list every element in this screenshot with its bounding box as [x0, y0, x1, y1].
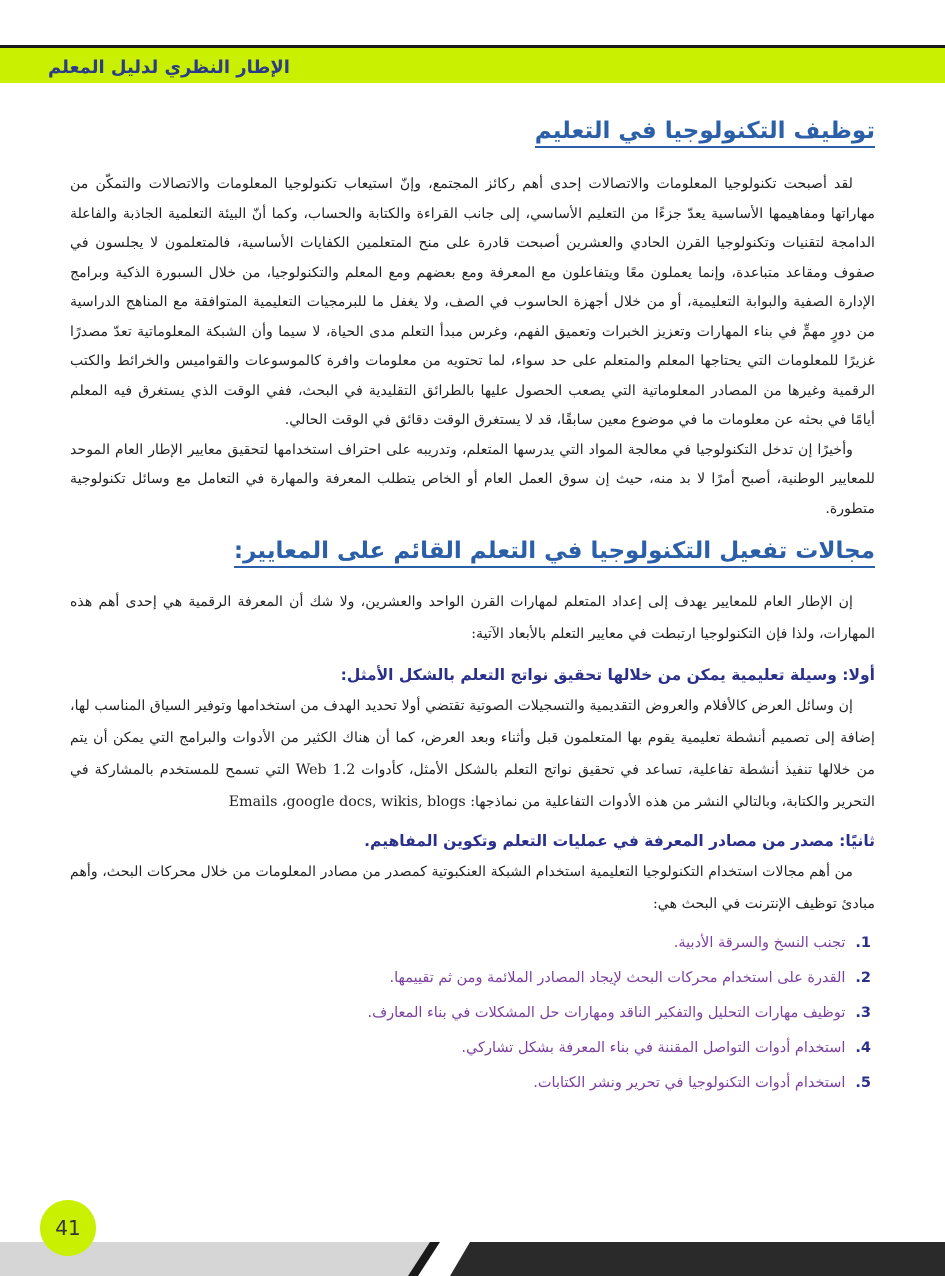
list-item-number: 2. [855, 970, 871, 986]
list-item-text: توظيف مهارات التحليل والتفكير الناقد ومهارات حل المشكلات في بناء المعارف. [367, 1005, 846, 1021]
principles-list [70, 926, 875, 1101]
section-title-technology-in-education: توظيف التكنولوجيا في التعليم [535, 118, 875, 148]
list-item-number: 5. [855, 1075, 871, 1091]
header-bar [0, 45, 945, 83]
paragraph: من أهم مجالات استخدام التكنولوجيا التعليمية استخدام الشبكة العنكبوتية كمصدر من مصادر المعلومات من خلال محركات البحث، وأهم مبادئ توظيف الإنترنت في البحث هي: [70, 864, 875, 912]
paragraph: وأخيرًا إن تدخل التكنولوجيا في معالجة المواد التي يدرسها المتعلم، وتدريبه على احتراف استخدامها لتحقيق معايير الإطار العام الموحد للمعايير الوطنية، أصبح أمرًا لا بد منه، حيث إن سوق العمل العام أو الخاص يتطلب المعرفة والمهارة في التعامل مع وسائل تكنولوجية متطورة. [70, 441, 875, 517]
list-item-text: استخدام أدوات التكنولوجيا في تحرير ونشر الكتابات. [533, 1075, 846, 1091]
list-item [70, 996, 871, 1031]
page-content [70, 118, 875, 1101]
paragraph: إن الإطار العام للمعايير يهدف إلى إعداد المتعلم لمهارات القرن الواحد والعشرين، ولا شك أن المعرفة الرقمية هي إحدى أهم هذه المهارات، ولذا فإن التكنولوجيا ارتبطت في معايير التعلم بالأبعاد الآتية: [70, 594, 875, 642]
list-item-number: 4. [855, 1040, 871, 1056]
header-title: الإطار النظري لدليل المعلم [48, 57, 290, 78]
paragraph: لقد أصبحت تكنولوجيا المعلومات والاتصالات إحدى أهم ركائز المجتمع، وإنّ استيعاب تكنولوجيا المعلومات والاتصالات والتمكّن من مهاراتها ومفاهيمها الأساسية يعدّ جزءًا من التعليم الأساسي، إلى جانب القراءة والكتابة والحساب، وكما أنّ البيئة التعلمية الجاذبة والفاعلة الدامجة لتقنيات وتكنولوجيا القرن الحادي والعشرين أصبحت قادرة على منح المتعلمين الكفايات الأساسية، فالمتعلمون لا يجلسون في صفوف ومقاعد متباعدة، وإنما يعملون معًا ويتفاعلون مع المعرفة ومع بعضهم ومع المعلم والتكنولوجيا، من خلال السبورة الذكية وبرامج الإدارة الصفية والبوابة التعليمية، أو من خلال أجهزة الحاسوب في الصف، ولا يغفل ما للبرمجيات التعليمية المتوافقة مع المناهج الدراسية من دورٍ مهمٍّ في بناء المهارات وتعزيز الخبرات وتعميق الفهم، وغرس مبدأ التعلم مدى الحياة، لا سيما وأن الشبكة المعلوماتية تعدّ مصدرًا غزيرًا للمعلومات التي يحتاجها المعلم والمتعلم على حد سواء، لما تحتويه من معلومات وافرة كالموسوعات والقواميس والخرائط والكتب الرقمية وغيرها من المصادر المعلوماتية التي يصعب الحصول عليها بالطرائق التقليدية في البحث، ففي الوقت الذي يستغرق فيه المعلم أيامًا في بحثه عن معلومات ما في موضوع معين سابقًا، قد لا يستغرق الوقت دقائق في الوقت الحالي. [70, 176, 875, 428]
list-item [70, 1031, 871, 1066]
subsection-title-first: أولا: وسيلة تعليمية يمكن من خلالها تحقيق نواتج التعلم بالشكل الأمثل: [340, 666, 875, 684]
list-item-text: القدرة على استخدام محركات البحث لإيجاد المصادر الملائمة ومن ثم تقييمها. [389, 970, 846, 986]
list-item [70, 926, 871, 961]
list-item [70, 1066, 871, 1101]
list-item-number: 3. [855, 1005, 871, 1021]
page-number: 41 [40, 1200, 96, 1256]
list-item-text: تجنب النسخ والسرقة الأدبية. [673, 935, 846, 951]
paragraph: إن وسائل العرض كالأفلام والعروض التقديمية والتسجيلات الصوتية تقتضي أولا تحديد الهدف من استخدامها وتوفير السياق المناسب لها، إضافة إلى تصميم أنشطة تعليمية يقوم بها المتعلمون قبل وأثناء وبعد العرض، كما أن هناك الكثير من الأدوات والبرامج التي يمكن أن يتم من خلالها تنفيذ أنشطة تفاعلية، تساعد في تحقيق نواتج التعلم بالشكل الأمثل، كأدوات Web 1.2 التي تسمح للمستخدم بالمشاركة في التحرير والكتابة، وبالتالي النشر من هذه الأدوات التفاعلية من نماذجها: Emails ،google docs, wikis, blogs [70, 698, 875, 810]
list-item [70, 961, 871, 996]
subsection-title-second: ثانيًا: مصدر من مصادر المعرفة في عمليات التعلم وتكوين المفاهيم. [364, 832, 875, 850]
section-title-technology-fields: مجالات تفعيل التكنولوجيا في التعلم القائم على المعايير: [234, 538, 875, 568]
footer-stripe [0, 1242, 945, 1276]
list-item-number: 1. [855, 935, 871, 951]
list-item-text: استخدام أدوات التواصل المقننة في بناء المعرفة بشكل تشاركي. [461, 1040, 846, 1056]
